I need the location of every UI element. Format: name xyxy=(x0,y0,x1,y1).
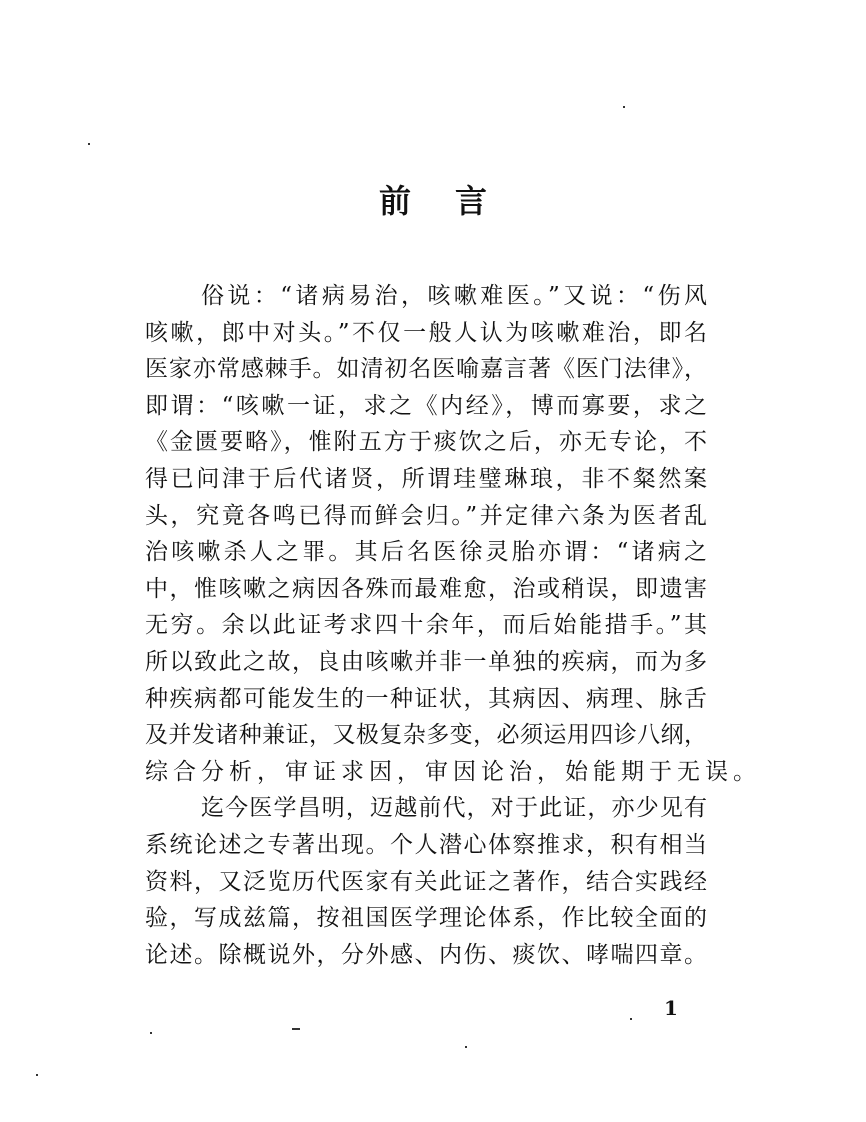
paragraph-2 xyxy=(145,790,707,973)
scan-speck xyxy=(88,143,90,145)
page-number: 1 xyxy=(664,996,678,1020)
scan-speck xyxy=(292,1028,300,1030)
text-line: 俗说：“诸病易治，咳嗽难医。”又说：“伤风 xyxy=(201,283,707,309)
scan-speck xyxy=(465,1046,467,1048)
text-line: 无穷。余以此证考求四十余年，而后始能措手。”其 xyxy=(145,612,707,639)
text-line: 《金匮要略》，惟附五方于痰饮之后，亦无专论，不 xyxy=(145,429,707,456)
text-line: 论述。除概说外，分外感、内伤、痰饮、哮喘四章。 xyxy=(145,941,707,968)
text-line: 验，写成兹篇，按祖国医学理论体系，作比较全面的 xyxy=(145,905,707,932)
scan-speck xyxy=(36,1074,38,1076)
text-line: 即谓：“咳嗽一证，求之《内经》，博而寡要，求之 xyxy=(145,392,707,419)
text-line: 迄今医学昌明，迈越前代，对于此证，亦少见有 xyxy=(201,795,707,822)
scan-speck xyxy=(150,1032,152,1034)
paragraph-1 xyxy=(145,278,761,790)
text-line: 所以致此之故，良由咳嗽并非一单独的疾病，而为多 xyxy=(145,648,707,675)
text-line: 资料，又泛览历代医家有关此证之著作，结合实践经 xyxy=(145,868,707,895)
text-line: 治咳嗽杀人之罪。其后名医徐灵胎亦谓：“诸病之 xyxy=(145,539,707,566)
page-title: 前言 xyxy=(378,182,531,220)
text-line: 系统论述之专著出现。个人潜心体察推求，积有相当 xyxy=(145,831,707,858)
text-line: 及并发诸种兼证，又极复杂多变，必须运用四诊八纲， xyxy=(145,722,707,749)
text-line: 种疾病都可能发生的一种证状，其病因、病理、脉舌 xyxy=(145,685,707,712)
scan-speck xyxy=(630,1018,632,1020)
text-line: 医家亦常感棘手。如清初名医喻嘉言著《医门法律》， xyxy=(145,356,707,383)
text-line: 得已问津于后代诸贤，所谓珪璧琳琅，非不粲然案 xyxy=(145,465,707,492)
text-line: 咳嗽，郎中对头。”不仅一般人认为咳嗽难治，即名 xyxy=(145,319,707,346)
preface-body xyxy=(145,278,761,973)
scan-speck xyxy=(623,106,625,108)
text-line: 头，究竟各鸣已得而鲜会归。”并定律六条为医者乱 xyxy=(145,502,707,529)
text-line: 综合分析，审证求因，审因论治，始能期于无误。 xyxy=(145,758,761,785)
text-line: 中，惟咳嗽之病因各殊而最难愈，治或稍误，即遗害 xyxy=(145,575,707,602)
